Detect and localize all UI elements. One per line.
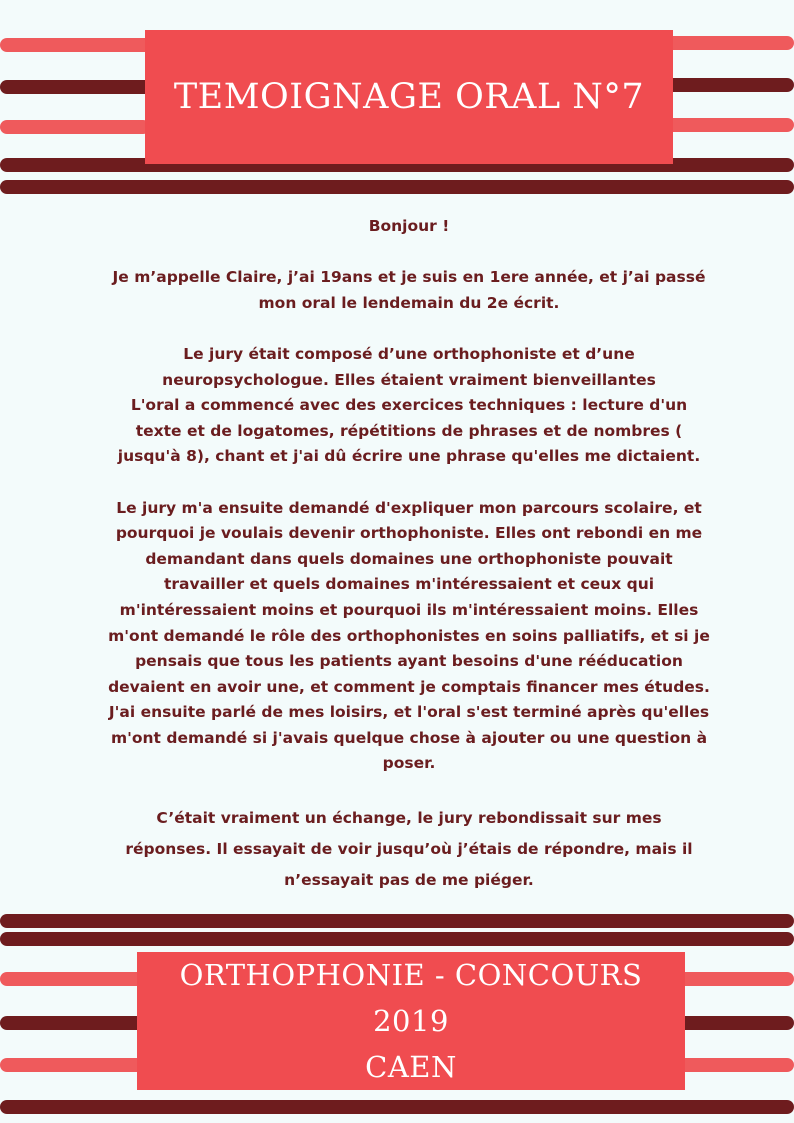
text-line: neuropsychologue. Elles étaient vraiment bienveillantes bbox=[162, 370, 656, 389]
text-line: demandant dans quels domaines une orthophoniste pouvait bbox=[145, 549, 673, 568]
stripe-dark bbox=[0, 932, 794, 946]
text-line: pensais que tous les patients ayant besoins d'une rééducation bbox=[135, 652, 683, 671]
text-line: L'oral a commencé avec des exercices techniques : lecture d'un bbox=[130, 396, 688, 415]
stripe-dark bbox=[0, 180, 794, 194]
text-line: devaient en avoir une, et comment je comptais financer mes études. bbox=[108, 677, 710, 696]
text-line: pourquoi je voulais devenir orthophoniste. Elles ont rebondi en me bbox=[115, 524, 703, 543]
stripe-dark bbox=[0, 914, 794, 928]
footer-banner bbox=[137, 952, 685, 1090]
paragraph-conclusion bbox=[80, 803, 738, 896]
stripe-light bbox=[0, 38, 160, 52]
greeting-line: Bonjour ! bbox=[368, 217, 450, 235]
text-line: Le jury était composé d’une orthophoniste et d’une bbox=[183, 344, 635, 363]
paragraph-questions bbox=[80, 496, 738, 778]
text-line: texte et de logatomes, répétitions de phrases et de nombres ( bbox=[135, 421, 683, 440]
text-line: Le jury m'a ensuite demandé d'expliquer mon parcours scolaire, et bbox=[116, 498, 702, 517]
text-line: m'ont demandé le rôle des orthophonistes en soins palliatifs, et si je bbox=[108, 626, 710, 645]
text-line: m'intéressaient moins et pourquoi ils m'intéressaient moins. Elles bbox=[119, 600, 699, 619]
page-title: TEMOIGNAGE ORAL N°7 bbox=[173, 77, 645, 117]
header-banner bbox=[145, 30, 673, 164]
footer-title: ORTHOPHONIE - CONCOURS 2019 bbox=[179, 958, 643, 1038]
text-line: travailler et quels domaines m'intéressaient et ceux qui bbox=[163, 575, 655, 594]
text-line: poser. bbox=[382, 754, 436, 773]
testimony-text bbox=[80, 214, 738, 896]
text-line: réponses. Il essayait de voir jusqu’où j’étais de répondre, mais il bbox=[125, 839, 693, 858]
stripe-light bbox=[0, 120, 150, 134]
text-line: jusqu'à 8), chant et j'ai dû écrire une phrase qu'elles me dictaient. bbox=[117, 447, 701, 466]
greeting bbox=[80, 214, 738, 240]
paragraph-jury bbox=[80, 342, 738, 470]
text-line: m'ont demandé si j'avais quelque chose à ajouter ou une question à bbox=[110, 728, 708, 747]
stripe-light bbox=[660, 118, 794, 132]
footer-city: CAEN bbox=[365, 1050, 457, 1084]
text-line: Je m’appelle Claire, j’ai 19ans et je suis en 1ere année, et j’ai passé bbox=[112, 268, 706, 287]
paragraph-intro bbox=[80, 265, 738, 316]
text-line: n’essayait pas de me piéger. bbox=[284, 870, 534, 889]
text-line: C’était vraiment un échange, le jury rebondissait sur mes bbox=[156, 808, 662, 827]
stripe-dark bbox=[0, 1100, 794, 1114]
text-line: mon oral le lendemain du 2e écrit. bbox=[258, 293, 560, 312]
text-line: J'ai ensuite parlé de mes loisirs, et l'oral s'est terminé après qu'elles bbox=[108, 703, 710, 722]
